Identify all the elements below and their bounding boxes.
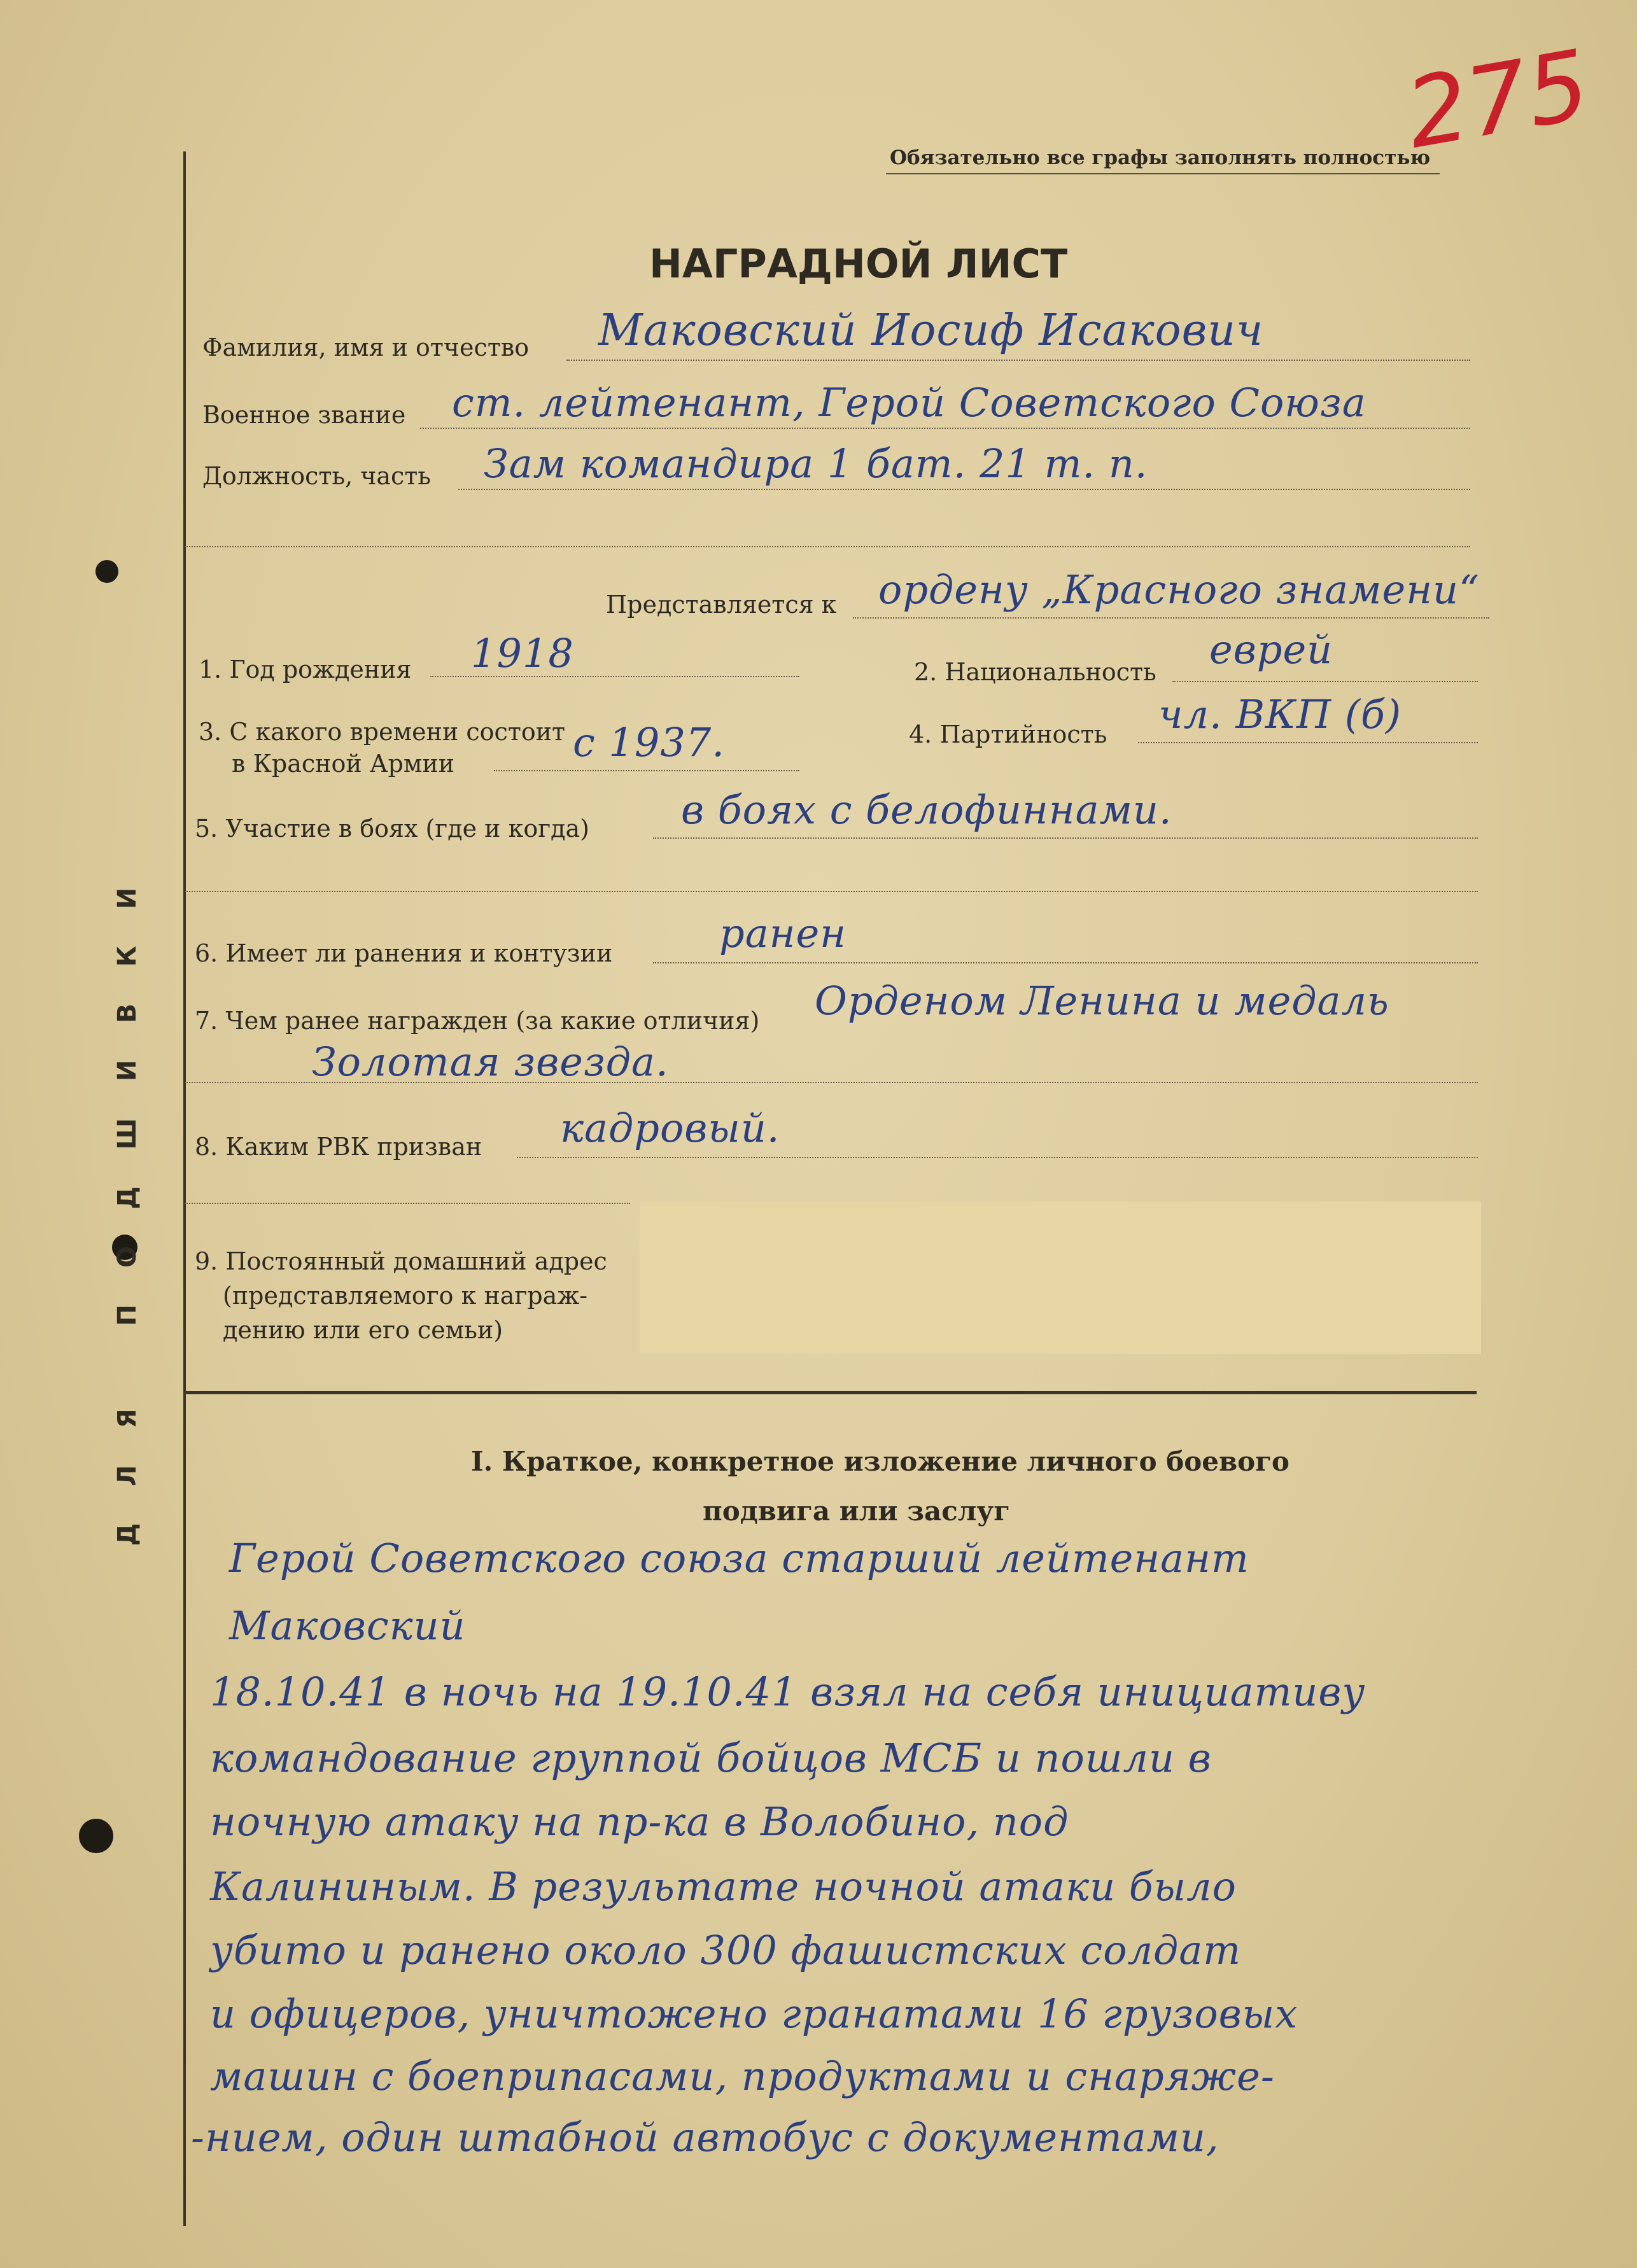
address-label-1: 9. Постоянный домашний адрес bbox=[195, 1247, 607, 1275]
battles-label: 5. Участие в боях (где и когда) bbox=[195, 815, 590, 843]
rvk-value: кадровый. bbox=[560, 1105, 780, 1151]
wounds-value: ранен bbox=[719, 910, 847, 956]
section1-heading-1: I. Краткое, конкретное изложение личного боевого bbox=[471, 1446, 1289, 1477]
party-label: 4. Партийность bbox=[909, 720, 1107, 748]
awards-value-1: Орденом Ленина и медаль bbox=[815, 977, 1389, 1024]
rank-label: Военное звание bbox=[202, 401, 406, 429]
binding-side-label: ДЛЯ ПОДШИВКИ bbox=[113, 850, 142, 1546]
service-since-label-2: в Красной Армии bbox=[232, 750, 455, 778]
position-value: Зам командира 1 бат. 21 т. п. bbox=[484, 440, 1148, 487]
position-line bbox=[458, 489, 1470, 490]
header-note: Обязательно все графы заполнять полностью bbox=[890, 146, 1431, 169]
nominated-value: ордену „Красного знамени“ bbox=[878, 566, 1480, 613]
narrative-line: Герой Советского союза старший лейтенант bbox=[229, 1535, 1249, 1581]
awards-label: 7. Чем ранее награжден (за какие отличия) bbox=[195, 1007, 760, 1035]
position-label: Должность, часть bbox=[202, 462, 431, 490]
name-label: Фамилия, имя и отчество bbox=[202, 333, 530, 361]
service-since-line bbox=[494, 770, 799, 771]
narrative-line: ночную атаку на пр-ка в Волобино, под bbox=[210, 1798, 1069, 1845]
address-label-2: (представляемого к награж- bbox=[223, 1282, 588, 1310]
nationality-label: 2. Национальность bbox=[914, 658, 1156, 686]
wounds-line bbox=[653, 962, 1478, 963]
margin-line bbox=[183, 151, 186, 2226]
rvk-line bbox=[517, 1157, 1478, 1158]
party-line bbox=[1138, 742, 1478, 743]
birth-year-label: 1. Год рождения bbox=[199, 655, 412, 683]
service-since-label-1: 3. С какого времени состоит bbox=[199, 718, 566, 746]
narrative-line: -нием, один штабной автобус с документами, bbox=[191, 2114, 1219, 2160]
narrative-line: и офицеров, уничтожено гранатами 16 грузовых bbox=[210, 1991, 1298, 2037]
page-title: НАГРАДНОЙ ЛИСТ bbox=[649, 241, 1068, 287]
nominated-line bbox=[853, 617, 1489, 619]
nominated-label: Представляется к bbox=[606, 591, 837, 619]
narrative-line: Маковский bbox=[229, 1602, 466, 1649]
battles-extra-line bbox=[185, 891, 1478, 892]
awards-value-2: Золотая звезда. bbox=[312, 1039, 669, 1085]
address-label-3: дению или его семьи) bbox=[223, 1316, 503, 1344]
rank-value: ст. лейтенант, Герой Советского Союза bbox=[452, 379, 1367, 426]
section1-heading-2: подвига или заслуг bbox=[703, 1495, 1011, 1527]
rvk-extra-line bbox=[185, 1203, 630, 1204]
nationality-value: еврей bbox=[1209, 626, 1333, 673]
name-value: Маковский Иосиф Исакович bbox=[598, 305, 1264, 356]
narrative-line: машин с боеприпасами, продуктами и снаряже- bbox=[210, 2053, 1275, 2099]
narrative-line: командование группой бойцов МСБ и пошли в bbox=[210, 1735, 1212, 1781]
wounds-label: 6. Имеет ли ранения и контузии bbox=[195, 939, 613, 967]
archive-number: 275 bbox=[1398, 29, 1598, 171]
narrative-line: 18.10.41 в ночь на 19.10.41 взял на себя инициативу bbox=[210, 1669, 1366, 1715]
name-line bbox=[566, 360, 1470, 361]
punch-hole bbox=[79, 1819, 113, 1853]
header-underline bbox=[886, 173, 1440, 174]
birth-year-value: 1918 bbox=[471, 630, 574, 676]
rank-line bbox=[420, 428, 1470, 429]
battles-value: в боях с белофиннами. bbox=[681, 787, 1172, 833]
service-since-value: с 1937. bbox=[573, 719, 725, 766]
blank-line bbox=[185, 546, 1470, 547]
rvk-label: 8. Каким РВК призван bbox=[195, 1133, 482, 1161]
section-divider bbox=[185, 1391, 1477, 1394]
narrative-line: Калининым. В результате ночной атаки было bbox=[210, 1863, 1237, 1910]
party-value: чл. ВКП (б) bbox=[1158, 691, 1402, 738]
redacted-address bbox=[640, 1201, 1481, 1354]
battles-line bbox=[653, 837, 1478, 839]
narrative-line: убито и ранено около 300 фашистских солдат bbox=[210, 1927, 1242, 1973]
punch-hole bbox=[95, 560, 118, 583]
nationality-line bbox=[1172, 681, 1478, 682]
